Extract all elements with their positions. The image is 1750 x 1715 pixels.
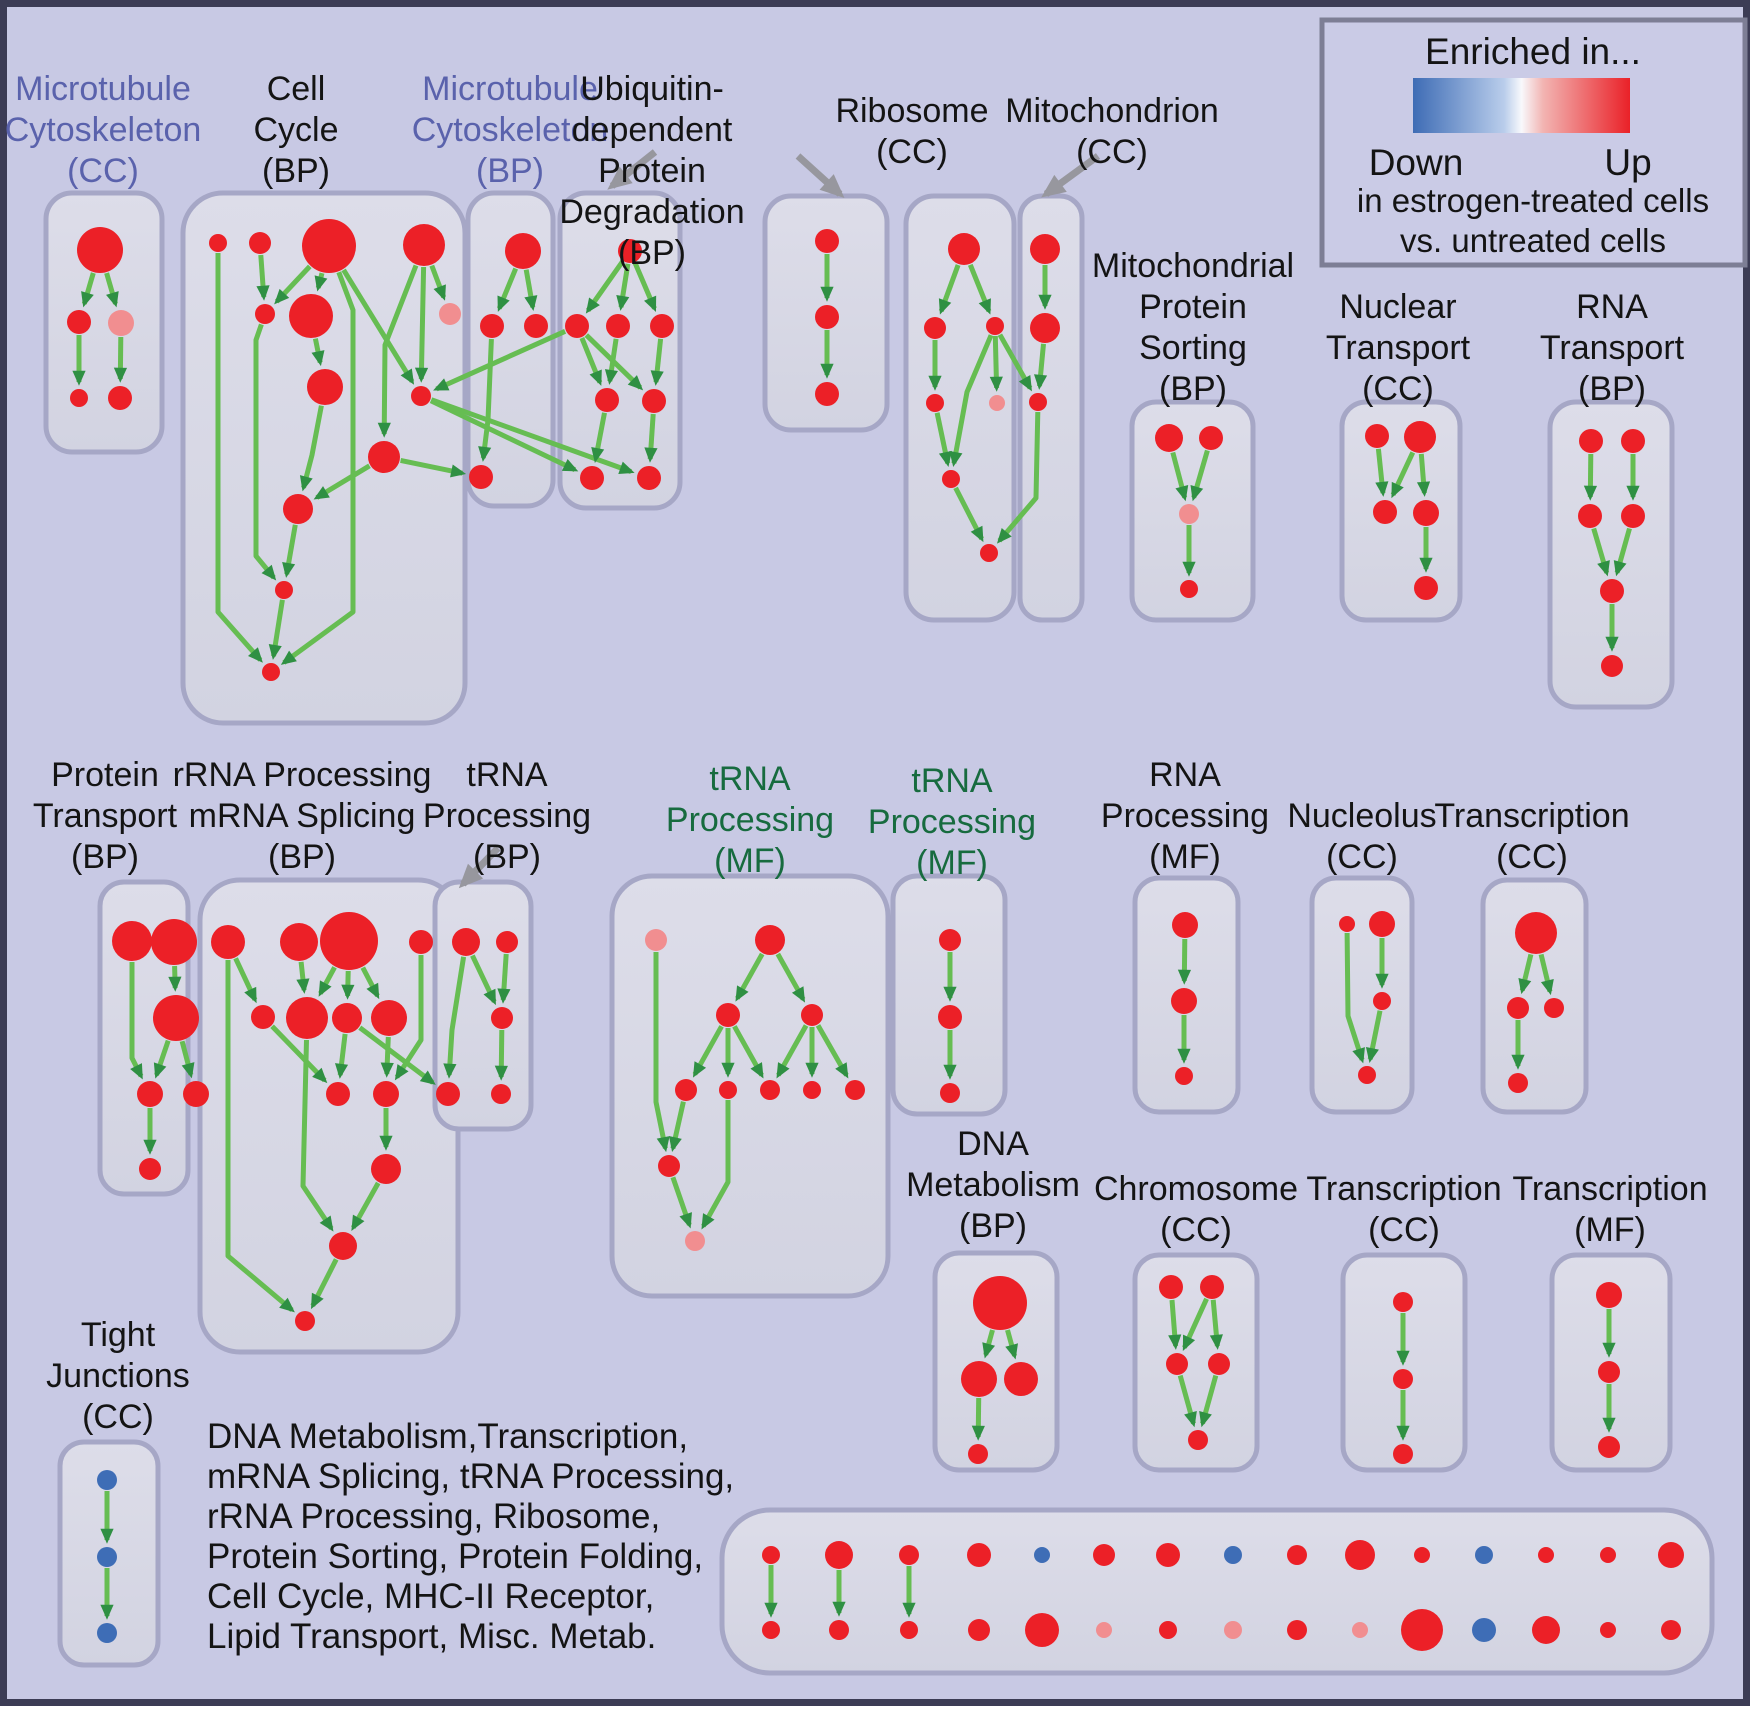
- node-w5b: [1025, 1613, 1059, 1647]
- node-y3: [1373, 992, 1391, 1010]
- node-q5: [675, 1079, 697, 1101]
- node-w4t: [967, 1543, 991, 1567]
- node-w10b: [1352, 1622, 1368, 1638]
- cluster-label-mito-protein-sorting: Mitochondrial Protein Sorting (BP): [1091, 247, 1295, 408]
- node-pt6: [139, 1158, 161, 1180]
- node-q9: [845, 1080, 865, 1100]
- node-nt4: [1413, 500, 1439, 526]
- node-w8t: [1224, 1546, 1242, 1564]
- node-q2: [755, 925, 785, 955]
- node-w9b: [1287, 1620, 1307, 1640]
- node-ch4: [1208, 1353, 1230, 1375]
- node-ub3: [606, 314, 630, 338]
- edge-arrow-rr3-rr7: [348, 971, 349, 996]
- node-e1: [1393, 1292, 1413, 1312]
- node-w15t: [1658, 1542, 1684, 1568]
- node-w14b: [1600, 1622, 1616, 1638]
- node-nt2: [1404, 421, 1436, 453]
- node-x2: [1171, 988, 1197, 1014]
- node-w13t: [1538, 1547, 1554, 1563]
- node-rb1: [948, 233, 980, 265]
- node-q7: [760, 1080, 780, 1100]
- mixed-cluster-text: DNA Metabolism,Transcription, mRNA Splicing, tRNA Processing, rRNA Processing, Ribosome, Protein Sorting, Protein Folding, Cell Cycle, MHC-II Receptor, Lipid Transport, Misc. Metab.: [207, 1417, 735, 1656]
- node-z3: [1544, 998, 1564, 1018]
- node-tj2: [97, 1547, 117, 1567]
- node-rr12: [329, 1232, 357, 1260]
- cluster-label-microtubule-cc: Microtubule Cytoskeleton (CC): [4, 70, 202, 190]
- node-ch5: [1188, 1430, 1208, 1450]
- node-s1: [939, 929, 961, 951]
- node-cyK: [275, 581, 293, 599]
- legend-subtitle-2: vs. untreated cells: [1400, 222, 1666, 259]
- cluster-label-mitochondrion: Mitochondrion (CC): [1005, 92, 1219, 171]
- cluster-label-ribosome: Ribosome (CC): [835, 92, 989, 171]
- node-rr4: [409, 930, 433, 954]
- node-tb5: [491, 1084, 511, 1104]
- node-pt3: [153, 995, 199, 1041]
- node-cyF: [289, 294, 333, 338]
- edge-arrow-rr8-rr10: [387, 1037, 389, 1074]
- node-rt2: [1621, 429, 1645, 453]
- node-w13b: [1532, 1616, 1560, 1644]
- node-d3: [1004, 1362, 1038, 1396]
- node-tb4: [436, 1082, 460, 1106]
- cluster-label-chromosome: Chromosome (CC): [1093, 1170, 1299, 1249]
- node-cyG: [439, 303, 461, 325]
- node-mt4: [70, 389, 88, 407]
- node-rr3: [320, 912, 378, 970]
- node-cyA: [209, 234, 227, 252]
- node-w2b: [829, 1620, 849, 1640]
- node-uv3: [815, 382, 839, 406]
- node-ub8: [637, 466, 661, 490]
- legend: [1322, 20, 1745, 265]
- node-cyE: [255, 304, 275, 324]
- node-ub6: [642, 389, 666, 413]
- node-cyD: [403, 224, 445, 266]
- node-tb3: [491, 1007, 513, 1029]
- node-rb2: [924, 317, 946, 339]
- node-y2: [1369, 911, 1395, 937]
- node-e3: [1393, 1444, 1413, 1464]
- mixed-cluster-description: [207, 1417, 734, 1656]
- node-f2: [1598, 1361, 1620, 1383]
- edge-arrow-ub6-ub8: [650, 414, 653, 459]
- node-d1: [973, 1276, 1027, 1330]
- node-w4b: [968, 1619, 990, 1641]
- node-w2t: [825, 1541, 853, 1569]
- node-ps3: [1179, 504, 1199, 524]
- cluster-label-rrna-mrna: rRNA Processing mRNA Splicing (BP): [172, 756, 432, 876]
- node-rr13: [295, 1311, 315, 1331]
- edge-arrow-nt2-nt4: [1421, 454, 1424, 493]
- edge-arrow-tb3-tb5: [501, 1030, 502, 1077]
- node-s3: [940, 1083, 960, 1103]
- node-q11: [685, 1231, 705, 1251]
- node-w12b: [1472, 1618, 1496, 1642]
- cluster-label-tight-junctions: Tight Junctions (CC): [46, 1316, 190, 1436]
- cluster-box-transcription-cc-bottom: [1343, 1255, 1465, 1470]
- node-w8b: [1224, 1621, 1242, 1639]
- node-pt2: [151, 919, 197, 965]
- cluster-label-protein-transport: Protein Transport (BP): [32, 756, 178, 876]
- cluster-label-ubiquitin: Ubiquitin-dependent Protein Degradation (BP): [559, 70, 745, 272]
- node-d2: [961, 1361, 997, 1397]
- node-ch3: [1166, 1353, 1188, 1375]
- node-q3: [716, 1003, 740, 1027]
- cluster-label-nucleolus: Nucleolus (CC): [1287, 797, 1437, 876]
- legend-down-label: Down: [1368, 142, 1464, 183]
- node-mb4: [469, 465, 493, 489]
- node-w12t: [1475, 1546, 1493, 1564]
- node-rb7: [980, 544, 998, 562]
- edge-arrow-tb2-tb3: [503, 954, 506, 1000]
- node-ps4: [1180, 580, 1198, 598]
- edge-arrow-pt2-pt3: [175, 966, 176, 988]
- cluster-box-mixed-bottom: [722, 1510, 1712, 1673]
- node-rr5: [251, 1005, 275, 1029]
- node-z1: [1515, 912, 1557, 954]
- legend-up-label: Up: [1604, 142, 1652, 183]
- node-uv2: [815, 305, 839, 329]
- cluster-label-trna-mf-small: tRNA Processing (MF): [867, 762, 1037, 882]
- node-rr2: [280, 923, 318, 961]
- edge-arrow-rt1-rt3: [1590, 454, 1591, 497]
- cluster-label-rna-transport: RNA Transport (BP): [1539, 288, 1685, 408]
- node-mt3: [108, 310, 134, 336]
- node-cyH: [307, 369, 343, 405]
- node-w1b: [762, 1621, 780, 1639]
- edge-arrow-rr2-rr6: [301, 962, 304, 990]
- node-ub4: [650, 314, 674, 338]
- cluster-label-transcription-cc-bottom: Transcription (CC): [1306, 1170, 1502, 1249]
- node-w10t: [1345, 1540, 1375, 1570]
- node-rt6: [1601, 655, 1623, 677]
- node-ch1: [1159, 1275, 1183, 1299]
- node-pt1: [112, 921, 152, 961]
- node-y1: [1339, 916, 1355, 932]
- cluster-label-rna-processing-mf: RNA Processing (MF): [1100, 756, 1270, 876]
- edge-arrow-x1-x2: [1184, 939, 1185, 981]
- node-tj1: [97, 1470, 117, 1490]
- node-tb2: [496, 931, 518, 953]
- node-x3: [1175, 1067, 1193, 1085]
- node-w6t: [1093, 1544, 1115, 1566]
- node-cyU: [411, 386, 431, 406]
- node-z4: [1508, 1073, 1528, 1093]
- node-d4: [968, 1444, 988, 1464]
- node-s2: [938, 1005, 962, 1029]
- node-ch2: [1200, 1275, 1224, 1299]
- node-w5t: [1034, 1547, 1050, 1563]
- node-ps1: [1155, 424, 1183, 452]
- node-mt1: [77, 227, 123, 273]
- node-nt5: [1414, 576, 1438, 600]
- node-mb1: [505, 233, 541, 269]
- node-q8: [803, 1081, 821, 1099]
- legend-title: Enriched in...: [1425, 31, 1641, 72]
- cluster-label-nuclear-transport: Nuclear Transport (CC): [1325, 288, 1471, 408]
- cluster-label-trna-bp: tRNA Processing (BP): [422, 756, 592, 876]
- node-nt3: [1373, 500, 1397, 524]
- node-rt1: [1579, 429, 1603, 453]
- node-e2: [1393, 1369, 1413, 1389]
- cluster-label-trna-mf-large: tRNA Processing (MF): [665, 760, 835, 880]
- node-rr1: [211, 925, 245, 959]
- edge-arrow-mt3-mt5: [120, 337, 121, 379]
- node-rr8: [371, 1000, 407, 1036]
- node-z2: [1507, 997, 1529, 1019]
- node-cyB: [249, 232, 271, 254]
- node-ps2: [1199, 426, 1223, 450]
- node-f1: [1596, 1282, 1622, 1308]
- cluster-label-transcription-mf: Transcription (MF): [1512, 1170, 1708, 1249]
- node-cyC: [302, 219, 356, 273]
- node-ub2: [565, 314, 589, 338]
- edge-arrow-cyB-cyE: [261, 255, 264, 297]
- node-w14t: [1600, 1547, 1616, 1563]
- node-w9t: [1287, 1545, 1307, 1565]
- node-rt4: [1621, 504, 1645, 528]
- node-mc3: [1029, 393, 1047, 411]
- node-w6b: [1096, 1622, 1112, 1638]
- node-rr10: [373, 1081, 399, 1107]
- cluster-label-cell-cycle: Cell Cycle (BP): [253, 70, 339, 190]
- node-x1: [1172, 912, 1198, 938]
- node-mb2: [480, 314, 504, 338]
- cluster-label-microtubule-bp: Microtubule Cytoskeleton (BP): [411, 70, 609, 190]
- node-y4: [1358, 1066, 1376, 1084]
- node-rr7: [332, 1003, 362, 1033]
- legend-gradient-bar: [1413, 78, 1630, 133]
- node-rb3: [986, 317, 1004, 335]
- edge-arrow-d2-d4: [978, 1398, 979, 1437]
- node-mt2: [67, 310, 91, 334]
- node-rb6: [942, 470, 960, 488]
- node-cyI: [368, 441, 400, 473]
- node-uv1: [815, 229, 839, 253]
- node-rr11: [371, 1154, 401, 1184]
- node-nt1: [1365, 424, 1389, 448]
- node-w3b: [900, 1621, 918, 1639]
- cluster-label-dna-metabolism: DNA Metabolism (BP): [906, 1125, 1080, 1245]
- node-q6: [719, 1081, 737, 1099]
- node-w7t: [1156, 1543, 1180, 1567]
- node-cyJ: [283, 494, 313, 524]
- node-pt4: [137, 1081, 163, 1107]
- node-cyL: [262, 663, 280, 681]
- node-mt5: [108, 386, 132, 410]
- node-w15b: [1661, 1620, 1681, 1640]
- cluster-box-nuclear-transport: [1342, 402, 1460, 620]
- legend-subtitle-1: in estrogen-treated cells: [1356, 182, 1710, 219]
- node-rt3: [1578, 504, 1602, 528]
- node-w3t: [899, 1545, 919, 1565]
- node-rr6: [286, 997, 328, 1039]
- node-pt5: [183, 1081, 209, 1107]
- node-q4: [801, 1004, 823, 1026]
- node-w11b: [1401, 1609, 1443, 1651]
- node-ub7: [580, 466, 604, 490]
- node-q10: [658, 1155, 680, 1177]
- node-q1: [645, 929, 667, 951]
- node-tj3: [97, 1623, 117, 1643]
- node-w1t: [762, 1546, 780, 1564]
- node-ub5: [595, 388, 619, 412]
- cluster-label-transcription-cc-top: Transcription (CC): [1434, 797, 1630, 876]
- node-mc2: [1030, 313, 1060, 343]
- node-rr9: [326, 1082, 350, 1106]
- node-mc1: [1030, 234, 1060, 264]
- node-rb5: [989, 395, 1005, 411]
- node-rb4: [926, 394, 944, 412]
- node-f3: [1598, 1436, 1620, 1458]
- node-tb1: [452, 928, 480, 956]
- edge-arrow-rb3-rb5: [995, 336, 996, 388]
- edge-arrow-cyD-cyU: [421, 267, 423, 379]
- node-rt5: [1600, 579, 1624, 603]
- node-w7b: [1159, 1621, 1177, 1639]
- node-w11t: [1414, 1547, 1430, 1563]
- node-mb3: [524, 314, 548, 338]
